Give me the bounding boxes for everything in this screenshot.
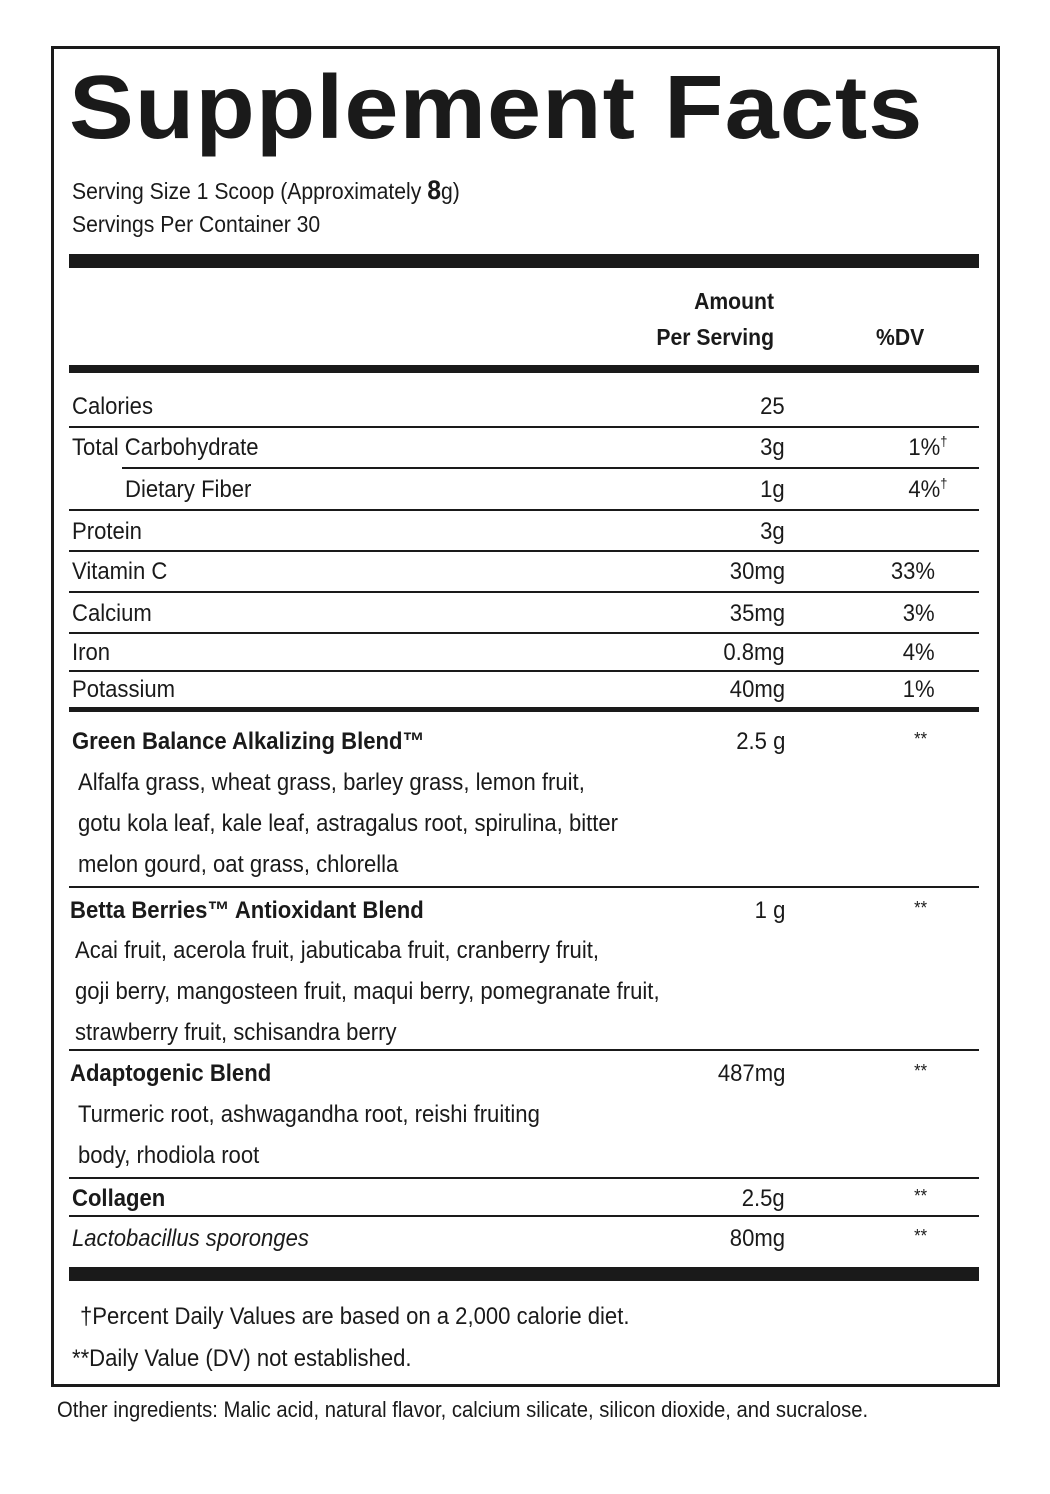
row-divider [69, 886, 979, 888]
nutrient-amount: 0.8mg [723, 639, 785, 666]
nutrient-name: Dietary Fiber [125, 476, 252, 503]
blend-dv: ** [914, 729, 927, 749]
header-amount-line1: Amount [694, 288, 774, 314]
supplement-facts-panel [51, 46, 1000, 1387]
header-dv: %DV [876, 324, 925, 350]
blend-name: Green Balance Alkalizing Blend™ [72, 728, 425, 755]
row-divider [69, 550, 979, 552]
row-divider [69, 591, 979, 593]
serving-size-unit: g) [441, 178, 460, 204]
nutrient-amount: 3g [760, 518, 785, 545]
nutrient-amount: 25 [760, 393, 785, 420]
other-ingredients: Other ingredients: Malic acid, natural flavor, calcium silicate, silicon dioxide, and sucralose. [57, 1397, 869, 1422]
blend-dv: ** [914, 898, 927, 918]
nutrient-amount: 1g [760, 476, 785, 503]
ingredient-name: Collagen [72, 1185, 166, 1212]
ingredient-amount: 80mg [729, 1225, 785, 1252]
thick-divider [69, 254, 979, 268]
ingredient-line: body, rhodiola root [78, 1142, 260, 1169]
ingredient-line: goji berry, mangosteen fruit, maqui berry, pomegranate fruit, [75, 978, 660, 1005]
header-amount-line2: Per Serving [656, 324, 774, 350]
row-divider [69, 632, 979, 634]
blend-ingredients [75, 930, 660, 1053]
blend-amount: 2.5 g [735, 728, 785, 755]
thick-divider [69, 1267, 979, 1281]
ingredient-dv: ** [914, 1186, 927, 1206]
ingredient-line: melon gourd, oat grass, chlorella [78, 851, 399, 878]
blend-name: Betta Berries™ Antioxidant Blend [70, 897, 424, 924]
nutrient-amount: 35mg [729, 600, 785, 627]
blend-amount: 1 g [754, 897, 785, 924]
nutrient-dv: 4%† [907, 475, 947, 503]
nutrient-amount: 30mg [729, 558, 785, 585]
row-divider [69, 1215, 979, 1217]
nutrient-name: Calcium [72, 600, 152, 627]
ingredient-line: strawberry fruit, schisandra berry [75, 1019, 397, 1046]
medium-divider [69, 707, 979, 712]
ingredient-line: Alfalfa grass, wheat grass, barley grass, lemon fruit, [78, 769, 585, 796]
nutrient-name: Vitamin C [72, 558, 168, 585]
nutrient-name: Potassium [72, 676, 176, 703]
serving-size-text: Serving Size 1 Scoop (Approximately [72, 178, 428, 204]
nutrient-dv: 1%† [907, 433, 947, 461]
medium-divider [69, 365, 979, 373]
nutrient-dv: 3% [903, 600, 935, 627]
serving-size-amount: 8 [427, 175, 442, 205]
blend-ingredients [78, 762, 618, 885]
footnote-dv-not-established: **Daily Value (DV) not established. [72, 1345, 412, 1372]
ingredient-dv: ** [914, 1226, 927, 1246]
panel-title: Supplement Facts [69, 58, 924, 158]
blend-name: Adaptogenic Blend [70, 1060, 272, 1087]
row-divider [69, 670, 979, 672]
nutrient-amount: 40mg [729, 676, 785, 703]
blend-amount: 487mg [717, 1060, 785, 1087]
nutrient-name: Iron [72, 639, 111, 666]
row-divider [69, 509, 979, 511]
nutrient-dv: 1% [903, 676, 935, 703]
row-divider [69, 1049, 979, 1051]
nutrient-dv: 33% [890, 558, 935, 585]
nutrient-name: Calories [72, 393, 153, 420]
serving-size [72, 177, 460, 204]
nutrient-name: Protein [72, 518, 142, 545]
footnote-daily-values: †Percent Daily Values are based on a 2,000 calorie diet. [80, 1303, 630, 1330]
nutrient-amount: 3g [760, 434, 785, 461]
row-divider [69, 1177, 979, 1179]
nutrient-name: Total Carbohydrate [72, 434, 259, 461]
ingredient-line: gotu kola leaf, kale leaf, astragalus root, spirulina, bitter [78, 810, 619, 837]
servings-per-container: Servings Per Container 30 [72, 211, 321, 237]
blend-ingredients [78, 1094, 540, 1176]
ingredient-amount: 2.5g [742, 1185, 785, 1212]
nutrient-dv: 4% [903, 639, 935, 666]
ingredient-line: Turmeric root, ashwagandha root, reishi fruiting [78, 1101, 540, 1128]
row-divider [69, 426, 979, 428]
ingredient-name: Lactobacillus sporonges [72, 1225, 309, 1252]
ingredient-line: Acai fruit, acerola fruit, jabuticaba fruit, cranberry fruit, [75, 937, 600, 964]
row-divider-indented [122, 467, 979, 469]
blend-dv: ** [914, 1061, 927, 1081]
